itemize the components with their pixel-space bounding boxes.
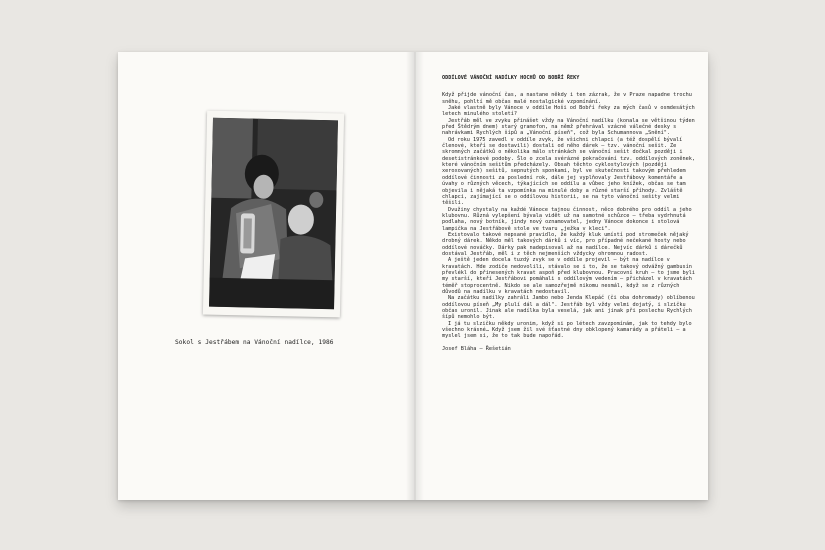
black-white-photo bbox=[209, 118, 338, 310]
photo-caption: Sokol s Jestřábem na Vánoční nadílce, 1986 bbox=[175, 339, 334, 346]
article-paragraph: Na začátku nadílky zahráli Jambo nebo Jenda Klepáč (či oba dohromady) oblíbenou oddílovou píseň „My plulí dál a dál". Jestřáb byl vždy velmi dojatý, i slzičku občas uronil. Jinak ale nadílka byla veselá, jak ani jinak při poslechu Rychlých šípů nemohlo být. bbox=[442, 295, 695, 321]
article-paragraph: Jestřáb měl ve zvyku přinášet vždy na Vánoční nadílku (konala se většinou týden před Štědrým dnem) starý gramofon, na němž přehrával vzácné válečné desky s nahrávkami Rychlých šípů a „Vánoční píseň", což byla Schumannova „Snění". bbox=[442, 117, 695, 137]
article-paragraph: I já tu slzičku někdy uronim, když si po létech zavzpomínám, jak to tehdy bylo všechno krásné… Když jsem žil své šťastné dny obklopený kamarády a přáteli – a myslel jsem si, že to tak bude napořád. bbox=[442, 320, 692, 340]
article-paragraph: A ještě jeden docela tuzdý zvyk se v oddíle projevil – být na nadílce v kravatách. Hde zodiče nedovolili, stávalo se i to, že se takový odvážný gambusín převlékl do přinesených kravat aspoň před klubovnou. Pracovní kruh – to jsme byli my starší, kteří Jestřábovi pomáhali s oddílovým vedením – přicházel v kravatách téměř stoprocentně. Nikdo se ale samozřejmě nikomu nesmál, když se z různých důvodů na nadílku v kravatách nedostavil. bbox=[442, 257, 695, 295]
article-title: ODDÍLOVÉ VÁNOČNÍ NADÍLKY HOCHŮ OD BOBŘÍ ŘEKY bbox=[442, 75, 580, 81]
article bbox=[442, 75, 697, 352]
book-gutter bbox=[406, 52, 424, 500]
article-signature: Josef Bláha – Řešetián bbox=[442, 345, 511, 352]
article-paragraph: Jaké vlastně byly Vánoce v oddíle Hoši od Bobří řeky za mých časů v osmdesátých letech minulého století? bbox=[442, 105, 695, 118]
article-paragraph: Dvužiny chystaly na každé Vánoce tajnou činnost, něco dobrého pro oddíl a jeho klubovnu. Různá vylepšení bývala vidět už na samotné schůzce – třeba vydrhnutá podlaha, nový botník, jindy nový oznamovatel, jedny Vánoce dokonce i stolová lampička na Jestřábově stole ve tvaru „ježka v kleci". bbox=[442, 206, 692, 232]
photo-print bbox=[203, 111, 344, 318]
article-paragraph: Existovalo takové nepsané pravidlo, že každý kluk umístí pod stromeček nějaký drobný dárek. Někdo měl takových dárků i víc, pro případné nečekané hosty nebo oddílové nováčky. Dárky pak nadepisoval až na nadílce. Nejvíc dárků i dárečků dostával Jestřáb, měl i z těch nejmenších vždycky ohromnou radost. bbox=[442, 231, 689, 257]
article-paragraph: Od roku 1975 zavedl v oddíle zvyk, že všichni chlapci (a též dospělí bývalí členové, kteří se dostavili) dostali od něho dárek – tzv. vánoční sešit. Ze skromných začátků o několika málo stránkách se vánoční sešit dočkal později i desetistránkové podoby. Šlo o zcela svérázné pokračování tzv. oddílových zoněnek, které vánočním sešitům předcházely. Obsah těchto cyklostylových (později xeroxovaných) sešitů, sepnutých sponkami, byl ve skutečnosti takovým přehledem oddílové činnosti za poslední rok, dále jej vyplňovaly Jestřábovy komentáře a úvahy o různých věcech, týkajících se oddílu a vůbec jeho knížek, občas se tam objevila i nějaká ta vzpomínka na minulé doby a různé starší příhody. Zvláště chlapci, zajímající se o oddílovou historii, se na tyto vánoční sešity velmi těšili. bbox=[442, 136, 695, 207]
article-paragraph: Když přijde vánoční čas, a nastane někdy i ten zázrak, že v Praze napadne trochu sněhu, pohltí mě občas malé nostalgické vzpomínání. bbox=[442, 92, 692, 105]
